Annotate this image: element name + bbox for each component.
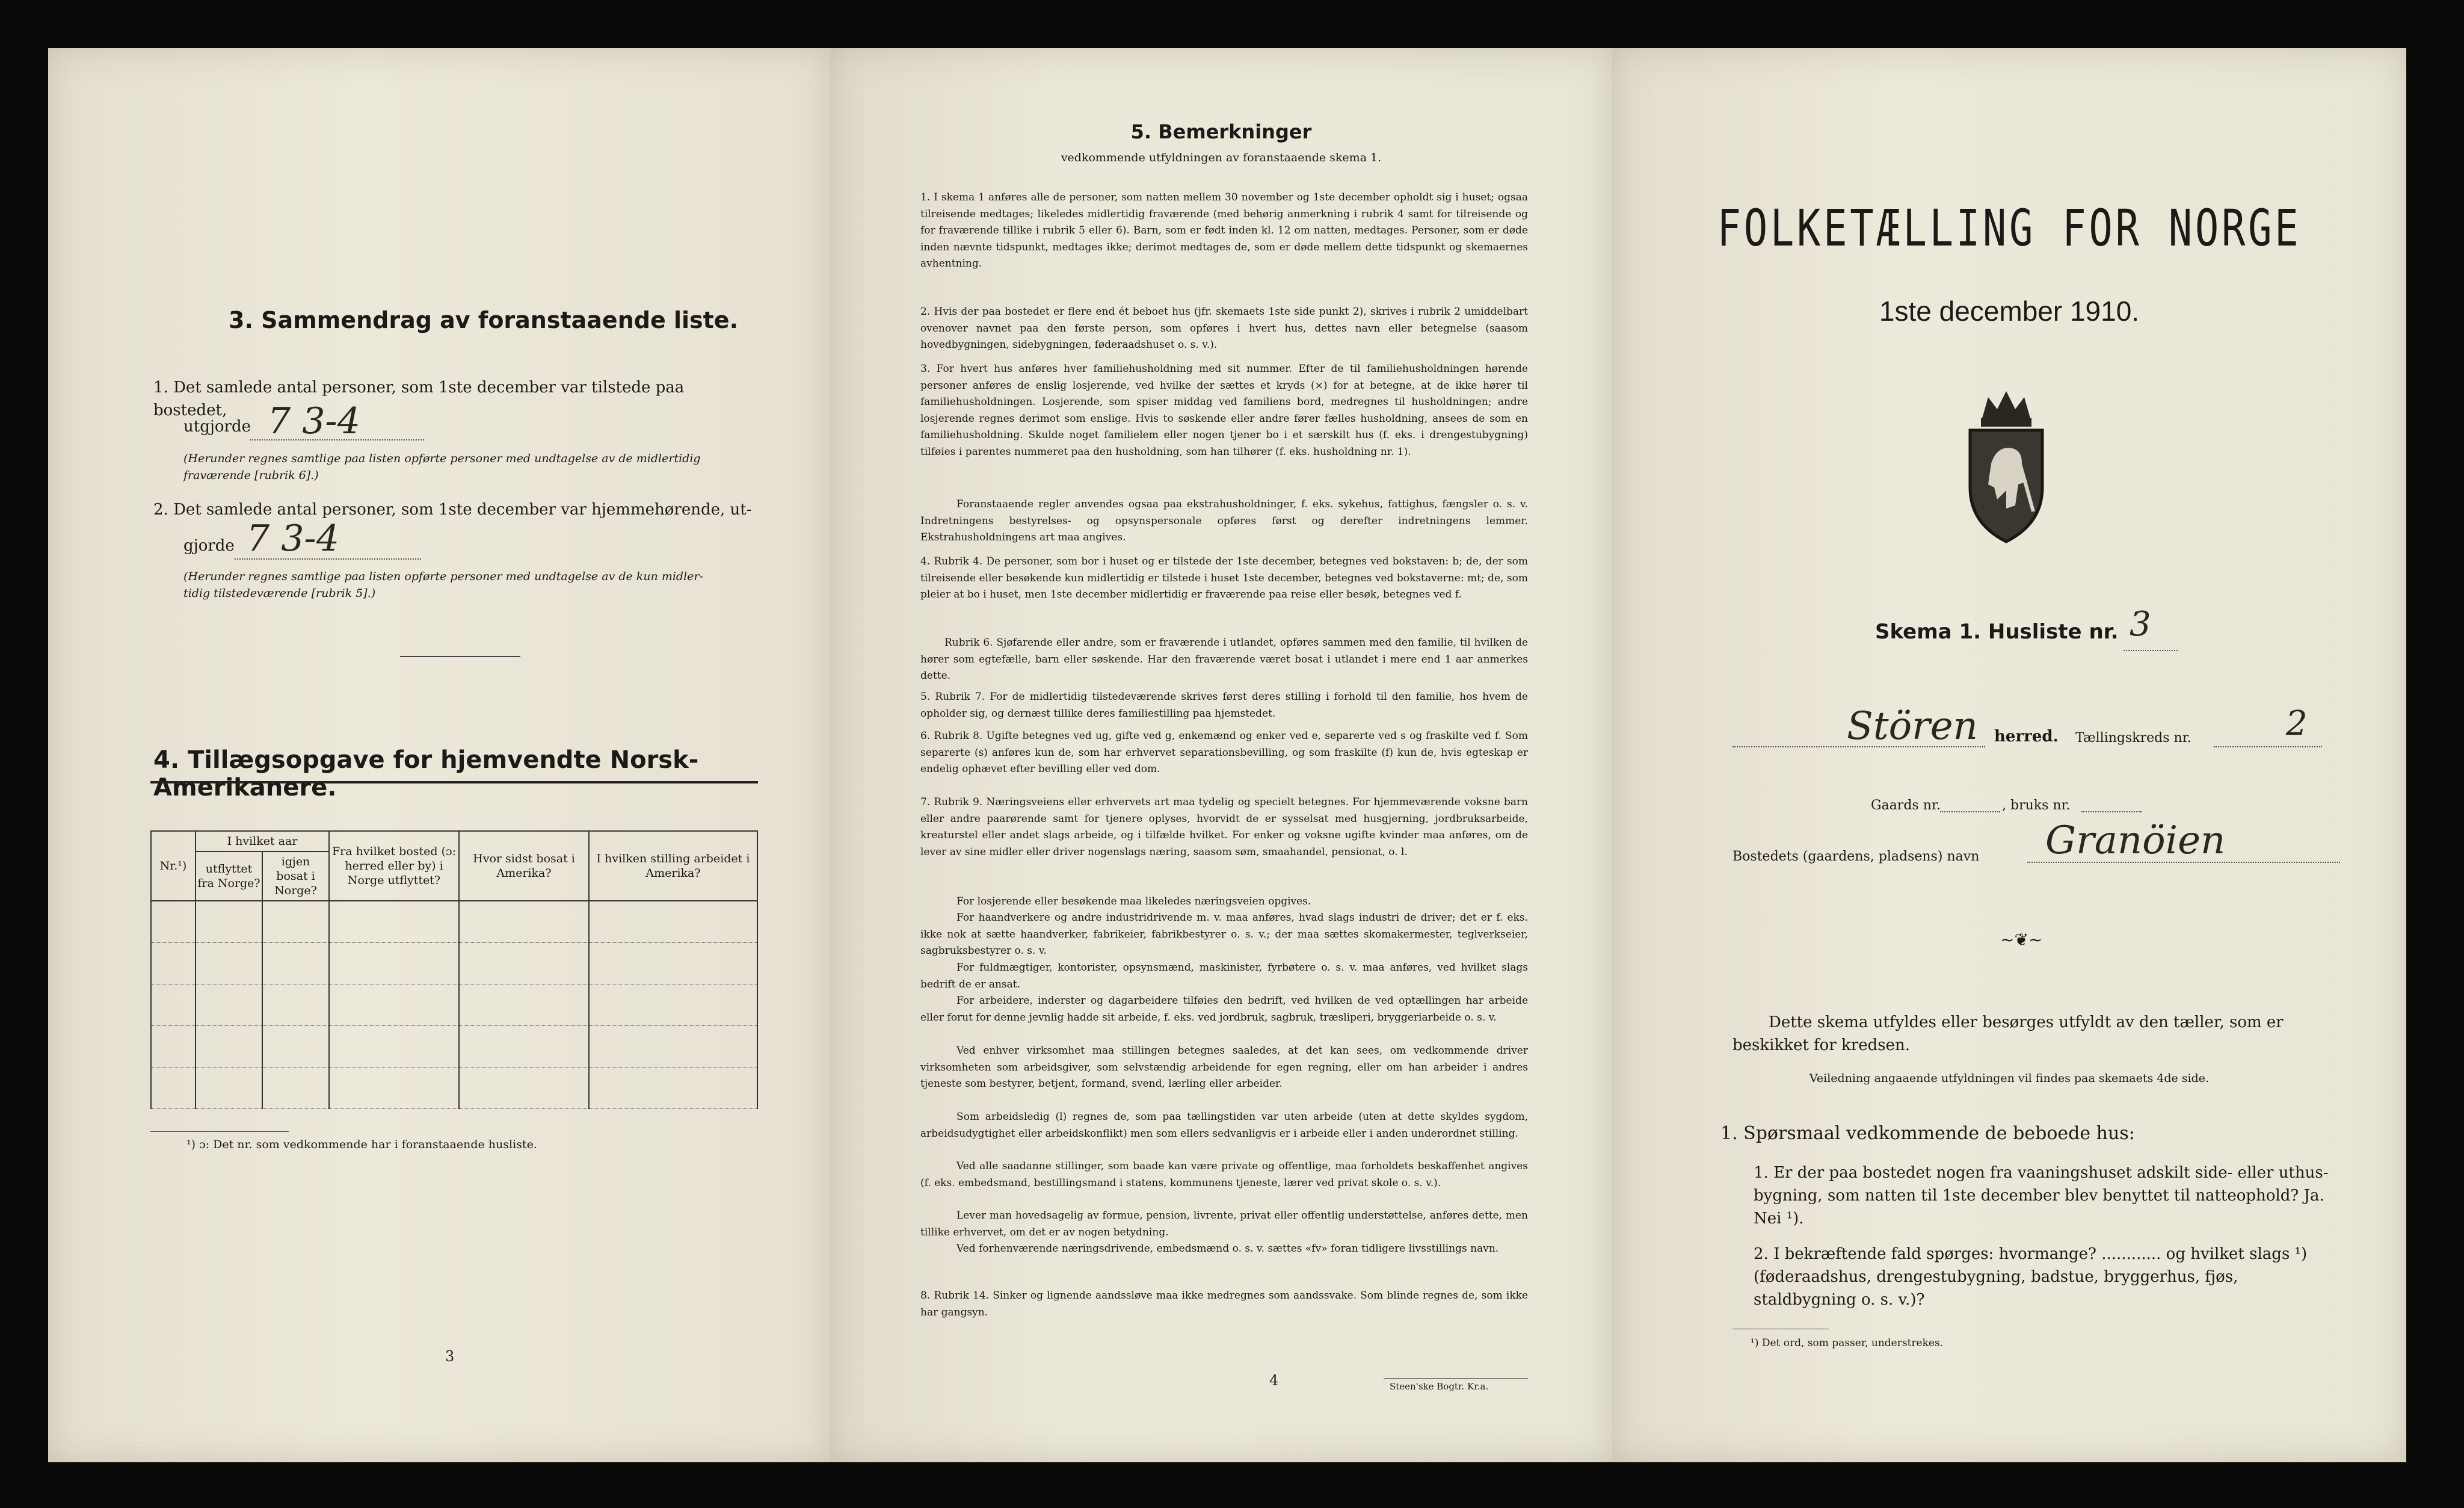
middle-page [830, 48, 1612, 1462]
instruction-1: Dette skema utfyldes eller besørges utfyldt av den tæller, som er beskikket for kredsen. [1732, 1013, 2284, 1054]
husliste-dotline [2124, 650, 2178, 651]
footnote: ¹) Det ord, som passer, understrekes. [1751, 1337, 1944, 1349]
table-row [151, 984, 757, 1026]
table-row [151, 1068, 757, 1109]
remark-7i: Lever man hovedsagelig av formue, pension, livrente, privat eller offentlig understøttelse, anføres dette, men tillike erhvervet, om det er av nogen betydning. [920, 1210, 1528, 1238]
printer: Steen'ske Bogtr. Kr.a. [1390, 1381, 1489, 1392]
item2-dotline [235, 558, 421, 560]
kreds-value: 2 [2286, 704, 2308, 743]
herred-value: Stören [1847, 704, 1978, 749]
bosted-label: Bostedets (gaardens, pladsens) navn [1732, 849, 1980, 864]
remark-5: 5. Rubrik 7. For de midlertidig tilstedeværende skrives først deres stilling i forhold til den familie, hos hvem de opholder sig, og dernæst tillike deres familiestilling paa hjemstedet. [920, 691, 1528, 720]
husliste-nr: 3 [2130, 605, 2151, 644]
col-fra: Fra hvilket bosted (ɔ: herred eller by) i Norge utflyttet? [329, 831, 459, 901]
remark-1: 1. I skema 1 anføres alle de personer, som natten mellem 30 november og 1ste december opholdt sig i huset; ogsaa tilreisende medtages; likeledes midlertidig fraværende (med behørig anmerkning i rubrik 4 samt for tilreisende og for fraværende tillike i rubrik 5 eller 6). Barn, som er født inden kl. 12 om natten, medtages. Personer, som er døde inden nævnte tidspunkt, medtages ikke; derimot medtages de, som er døde mellem dette tidspunkt og skemaernes avhentning. [920, 191, 1528, 270]
remark-8: 8. Rubrik 14. Sinker og lignende aandssløve maa ikke medregnes som aandssvake. Som blinde regnes de, som ikke har gangsyn. [920, 1290, 1528, 1318]
kreds-dotline [2214, 746, 2322, 747]
question-2: 2. I bekræftende fald spørges: hvormange? ............ og hvilket slags ¹) (føderaadshus, drengestubygning, badstue, bryggerhus, fjøs, staldbygning o. s. v.)? [1754, 1245, 2308, 1309]
remark-4b: Rubrik 6. Sjøfarende eller andre, som er fraværende i utlandet, opføres sammen med den familie, til hvilken de hører som egtefælle, barn eller søskende. Har den fraværende været bosat i utlandet i mere end 1 aar anmerkes dette. [920, 637, 1528, 682]
col-igjen: igjen bosat i Norge? [262, 851, 329, 901]
col-group-year: I hvilket aar [196, 831, 329, 851]
table-row [151, 1026, 757, 1068]
left-page [48, 48, 830, 1462]
right-page [1612, 48, 2406, 1462]
remark-7d: For fuldmægtiger, kontorister, opsynsmænd, maskinister, fyrbøtere o. s. v. maa anføres, ved hvilket slags bedrift de er ansat. [920, 962, 1528, 990]
divider [400, 656, 520, 657]
item1-text: 1. Det samlede antal personer, som 1ste december var tilstede paa bostedet, [153, 379, 685, 419]
item2-value: 7 3-4 [247, 518, 339, 560]
footnote: ¹) ɔ: Det nr. som vedkommende har i foranstaaende husliste. [186, 1138, 537, 1151]
remark-7c: For haandverkere og andre industridrivende m. v. maa anføres, hvad slags industri de driver; det er f. eks. ikke nok at sætte haandverker, fabrikeier, fabrikbestyrer o. s. v.; der maa sættes skomakermester, teglverkseier, sagbruksbestyrer o. s. v. [920, 912, 1528, 957]
item2-note1: (Herunder regnes samtlige paa listen opførte personer med undtagelse av de kun midler- [183, 570, 703, 583]
remark-6: 6. Rubrik 8. Ugifte betegnes ved ug, gifte ved g, enkemænd og enker ved e, separerte ved s og fraskilte ved f. Som separerte (s) anføres kun de, som har erhvervet separationsbevilling, og som fraskilte (f) kun de, hvis egteskap er endelig ophævet efter bevilling eller ved dom. [920, 730, 1528, 775]
remark-7h: Ved alle saadanne stillinger, som baade kan være private og offentlige, maa forholdets beskaffenhet angives (f. eks. embedsmand, bestillingsmand i statens, kommunens tjeneste, lærer ved privat skole o. s. v.). [920, 1160, 1528, 1189]
item2-note2: tidig tilstedeværende [rubrik 5].) [183, 587, 376, 600]
remark-7g: Som arbeidsledig (l) regnes de, som paa tællingstiden var uten arbeide (uten at dette skyldes sygdom, arbeidsudygtighet eller arbeidskonflikt) men som ellers sedvanligvis er i arbeide eller i anden underordnet stilling. [920, 1111, 1528, 1140]
remark-7j: Ved forhenværende næringsdrivende, embedsmænd o. s. v. sættes «fv» foran tidligere livsstillings navn. [956, 1243, 1499, 1255]
herred-label: herred. [1994, 728, 2059, 746]
item1-prefix: utgjorde [183, 418, 251, 436]
bruks-dotline [2081, 811, 2142, 812]
bosted-dotline [2027, 862, 2340, 863]
col-stilling: I hvilken stilling arbeidet i Amerika? [589, 831, 757, 901]
col-utflyttet: utflyttet fra Norge? [196, 851, 262, 901]
ornament-icon: ~❦~ [2000, 930, 2043, 950]
footnote-rule [150, 1131, 289, 1132]
questions-title: 1. Spørsmaal vedkommende de beboede hus: [1720, 1123, 2135, 1144]
instruction-2: Veiledning angaaende utfyldningen vil findes paa skemaets 4de side. [1809, 1072, 2210, 1085]
page-number: 4 [1269, 1372, 1279, 1389]
bruks-label: , bruks nr. [2002, 798, 2071, 813]
remarks-subtitle: vedkommende utfyldningen av foranstaaende skema 1. [1061, 151, 1382, 164]
item2-text: 2. Det samlede antal personer, som 1ste december var hjemmehørende, ut- [153, 501, 752, 519]
item2-prefix: gjorde [183, 537, 235, 555]
table-row [151, 943, 757, 984]
col-hvor: Hvor sidst bosat i Amerika? [459, 831, 589, 901]
gaards-label: Gaards nr. [1871, 798, 1941, 813]
remark-7b: For losjerende eller besøkende maa likeledes næringsveien opgives. [956, 895, 1311, 907]
norsk-amerikanere-table [150, 830, 758, 1109]
remark-3: 3. For hvert hus anføres hver familiehusholdning med sit nummer. Efter de til familiehusholdningen hørende personer anføres de enslig losjerende, ved hvilke der sættes et kryds (×) for at betegne, at de ikke hører til familiehusholdningen. Losjerende, som spiser middag ved familiens bord, medregnes til husholdningen; andre losjerende regnes derimot som enslige. Hvis to søskende eller andre fører fælles husholdning, ansees de som en familiehusholdning. Skulde noget familielem eller nogen tjener bo i et særskilt hus (f. eks. i drengestubygning) tilføies i parentes nummeret paa den husholdning, som han tilhører (f. eks. husholdning nr. 1). [920, 363, 1528, 458]
remark-4: 4. Rubrik 4. De personer, som bor i huset og er tilstede der 1ste december, betegnes ved bokstaven: b; de, der som tilreisende eller besøkende kun midlertidig er tilstede i huset 1ste december, betegnes ved bokstaverne: mt; de, som pleier at bo i huset, men 1ste december midlertidig er fraværende paa reise eller besøk, betegnes ved f. [920, 555, 1528, 601]
section4-rule [150, 781, 758, 783]
form-date: 1ste december 1910. [1879, 295, 2140, 327]
remark-3b: Foranstaaende regler anvendes ogsaa paa ekstrahusholdninger, f. eks. sykehus, fattighus, fængsler o. s. v. Indretningens bestyrelses- og opsynspersonale opføres først og derefter indretningens lemmer. Ekstrahusholdningens art maa angives. [920, 498, 1528, 543]
item1-note1: (Herunder regnes samtlige paa listen opførte personer med undtagelse av de midlertidig [183, 452, 701, 465]
coat-of-arms-icon [1946, 385, 2066, 548]
remark-2: 2. Hvis der paa bostedet er flere end ét beboet hus (jfr. skemaets 1ste side punkt 2), skrives i rubrik 2 umiddelbart ovenover navnet paa den første person, som opføres i hvert hus, dettes navn eller betegnelse (saasom hovedbygningen, sidebygningen, føderaadshuset o. s. v.). [920, 306, 1528, 351]
item1-value: 7 3-4 [268, 400, 360, 442]
item1-note2: fraværende [rubrik 6].) [183, 469, 319, 482]
table-row [151, 901, 757, 943]
printer-rule [1384, 1378, 1528, 1379]
page-number: 3 [445, 1348, 455, 1365]
col-nr: Nr.¹) [151, 831, 196, 901]
remark-7f: Ved enhver virksomhet maa stillingen betegnes saaledes, at det kan sees, om vedkommende driver virksomheten som arbeidsgiver, som selvstændig arbeidende for egen regning, eller om han arbeider i andres tjeneste som bestyrer, betjent, formand, svend, lærling eller arbeider. [920, 1045, 1528, 1090]
question-1: 1. Er der paa bostedet nogen fra vaaningshuset adskilt side- eller uthus-bygning, som natten til 1ste december blev benyttet til natteophold? Ja. Nei ¹). [1754, 1164, 2329, 1228]
remark-7: 7. Rubrik 9. Næringsveiens eller erhvervets art maa tydelig og specielt betegnes. For hjemmeværende voksne barn eller andre paarørende samt for tjenere oplyses, hvorvidt de er sysselsat med husgjerning, jordbruksarbeide, kreaturstel eller andet slags arbeide, og i tilfælde hvilket. For enker og voksne ugifte kvinder maa anføres, om de lever av sine midler eller driver nogenslags næring, saasom søm, smaahandel, pensionat, o. l. [920, 796, 1528, 858]
form-title: FOLKETÆLLING FOR NORGE [1717, 199, 2302, 258]
bosted-value: Granöien [2045, 818, 2226, 863]
skema-label: Skema 1. Husliste nr. [1875, 620, 2119, 644]
item1-dotline [250, 439, 424, 440]
section3-title: 3. Sammendrag av foranstaaende liste. [229, 307, 739, 333]
section4-title: 4. Tillægsopgave for hjemvendte Norsk-Amerikanere. [153, 746, 699, 802]
kreds-label: Tællingskreds nr. [2075, 731, 2191, 746]
remark-7e: For arbeidere, inderster og dagarbeidere tilføies den bedrift, ved hvilken de ved optællingen har arbeide eller forut for denne jevnlig hadde sit arbeide, f. eks. ved jordbruk, sagbruk, træsliperi, bryggeriarbeide o. s. v. [920, 995, 1528, 1024]
remarks-title: 5. Bemerkninger [1130, 120, 1312, 143]
gaards-dotline [1940, 811, 2000, 812]
